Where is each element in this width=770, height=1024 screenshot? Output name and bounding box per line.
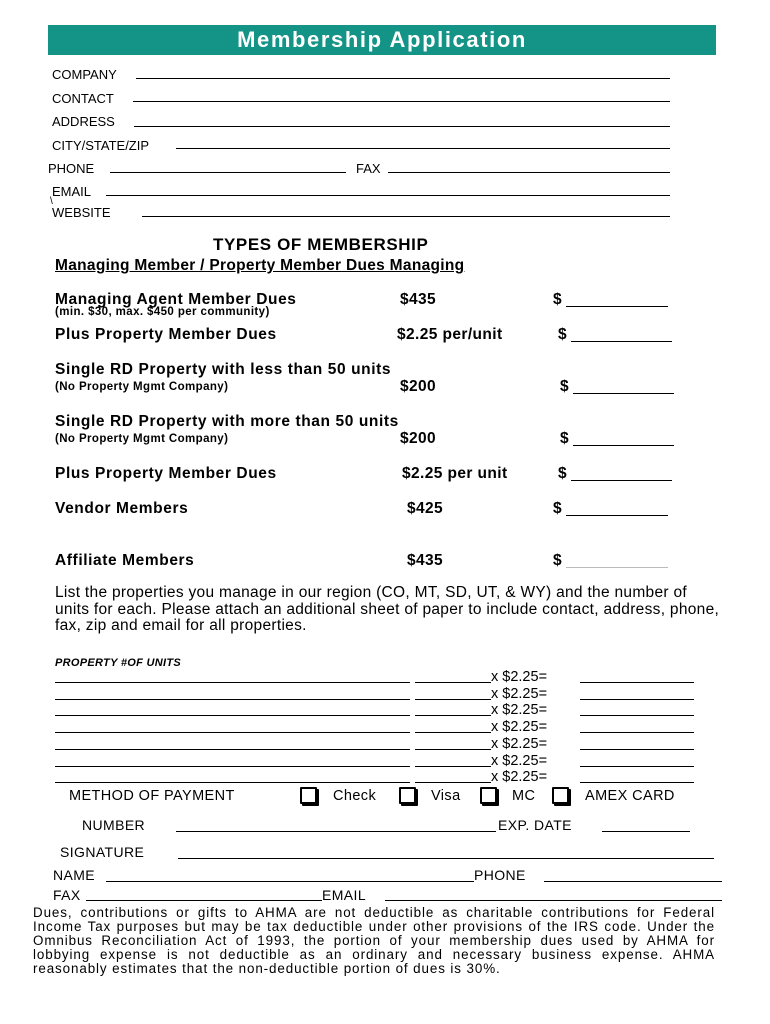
signature-field[interactable] [178,858,714,859]
visa-option-label: Visa [431,788,461,804]
contact-field[interactable] [133,101,670,102]
membership-type-price: $425 [407,500,444,517]
rate-label: x $2.25= [491,735,548,752]
check-option-label: Check [333,788,377,804]
email-label: EMAIL [52,184,92,199]
row-total-field[interactable] [580,782,694,783]
row-total-field[interactable] [580,732,694,733]
membership-type-name: Managing Agent Member Dues [55,291,297,308]
tax-disclaimer: Dues, contributions or gifts to AHMA are not deductible as charitable contributions for Federal Income Tax purposes but may be tax deductible under other provisions of the IRS code. Under the Omnibus Reconciliation Act of 1993, the portion of your membership dues used by AHMA for lobbying expense is not deductible as an ordinary and necessary business expense. AHMA reasonably estimates that the non-deductible portion of dues is 30%. [33,905,715,976]
dues-amount-field[interactable] [566,515,668,516]
dues-amount-field[interactable] [573,393,674,394]
dues-amount-field[interactable] [566,567,668,568]
membership-type-note: (min. $30, max. $450 per community) [55,306,270,318]
mc-checkbox[interactable] [480,787,497,804]
row-total-field[interactable] [580,715,694,716]
signature-label: SIGNATURE [60,844,145,860]
membership-type-note: (No Property Mgmt Company) [55,381,229,393]
unit-count-field[interactable] [415,699,491,700]
payment-method-label: METHOD OF PAYMENT [69,788,235,804]
address-label: ADDRESS [52,114,115,129]
property-table-header: PROPERTY #OF UNITS [55,657,182,669]
membership-type-price: $2.25 per/unit [397,326,503,343]
membership-type-name: Vendor Members [55,500,189,517]
dollar-sign: $ [558,465,567,482]
dollar-sign: $ [553,552,562,569]
membership-type-note: (No Property Mgmt Company) [55,433,229,445]
card-number-label: NUMBER [82,817,146,833]
address-field[interactable] [134,126,670,127]
membership-type-price: $200 [400,430,437,447]
city-state-zip-field[interactable] [176,148,670,149]
unit-count-field[interactable] [415,749,491,750]
membership-type-price: $435 [400,291,437,308]
page-title: Membership Application [237,27,527,52]
membership-type-name: Plus Property Member Dues [55,326,277,343]
rate-label: x $2.25= [491,719,548,736]
dollar-sign: $ [553,500,562,517]
email-field[interactable] [106,195,670,196]
company-field[interactable] [136,78,670,79]
rate-label: x $2.25= [491,752,548,769]
dues-amount-field[interactable] [573,445,674,446]
property-name-field[interactable] [55,732,410,733]
dues-amount-field[interactable] [571,480,672,481]
unit-count-field[interactable] [415,766,491,767]
mc-option-label: MC [512,788,536,804]
dollar-sign: $ [560,378,569,395]
card-phone-label: PHONE [474,867,526,883]
dues-amount-field[interactable] [571,341,672,342]
property-name-field[interactable] [55,766,410,767]
membership-type-name: Plus Property Member Dues [55,465,277,482]
check-checkbox[interactable] [300,787,317,804]
property-name-field[interactable] [55,749,410,750]
dollar-sign: $ [560,430,569,447]
amex-checkbox[interactable] [552,787,569,804]
membership-type-price: $435 [407,552,444,569]
row-total-field[interactable] [580,682,694,683]
name-label: NAME [53,867,96,883]
exp-date-label: EXP. DATE [498,817,572,833]
unit-count-field[interactable] [415,682,491,683]
membership-type-name: Single RD Property with less than 50 units [55,361,392,378]
rate-label: x $2.25= [491,685,548,702]
rate-label: x $2.25= [491,669,548,685]
company-label: COMPANY [52,67,117,82]
unit-count-field[interactable] [415,782,491,783]
membership-type-price: $200 [400,378,437,395]
phone-field[interactable] [110,172,346,173]
fax-field[interactable] [388,172,670,173]
row-total-field[interactable] [580,766,694,767]
property-name-field[interactable] [55,715,410,716]
card-fax-label: FAX [53,887,81,903]
membership-subheading: Managing Member / Property Member Dues Managing [55,257,465,274]
card-fax-field[interactable] [86,900,322,901]
property-name-field[interactable] [55,682,410,683]
card-email-label: EMAIL [322,887,367,903]
city-state-zip-label: CITY/STATE/ZIP [52,138,150,153]
membership-type-price: $2.25 per unit [402,465,508,482]
row-total-field[interactable] [580,699,694,700]
rate-label: x $2.25= [491,702,548,719]
contact-label: CONTACT [52,91,114,106]
fax-label: FAX [356,161,381,176]
exp-date-field[interactable] [602,831,690,832]
stray-mark: \ [50,196,53,207]
property-name-field[interactable] [55,699,410,700]
amex-option-label: AMEX CARD [585,788,675,804]
property-instructions: List the properties you manage in our region (CO, MT, SD, UT, & WY) and the number of units for each. Please attach an additional sheet of paper to include contact, address, phone, fax, zip and email for all properties. [55,584,720,634]
card-email-field[interactable] [385,900,722,901]
dollar-sign: $ [558,326,567,343]
property-name-field[interactable] [55,782,410,783]
name-field[interactable] [106,881,474,882]
card-phone-field[interactable] [544,881,722,882]
row-total-field[interactable] [580,749,694,750]
membership-type-name: Affiliate Members [55,552,195,569]
unit-count-field[interactable] [415,715,491,716]
dollar-sign: $ [553,291,562,308]
phone-label: PHONE [48,161,95,176]
visa-checkbox[interactable] [399,787,416,804]
website-label: WEBSITE [52,205,111,220]
rate-label: x $2.25= [491,769,548,786]
unit-count-field[interactable] [415,732,491,733]
membership-heading: TYPES OF MEMBERSHIP [213,235,429,254]
dues-amount-field[interactable] [566,306,668,307]
membership-type-name: Single RD Property with more than 50 units [55,413,399,430]
website-field[interactable] [142,216,670,217]
card-number-field[interactable] [176,831,496,832]
